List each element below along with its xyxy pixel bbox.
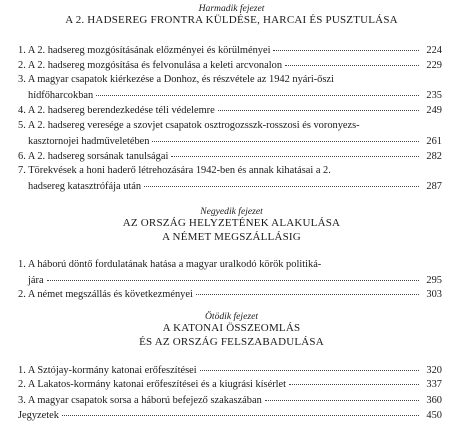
leader-dots xyxy=(218,102,419,111)
leader-dots xyxy=(273,42,419,51)
toc-entry[interactable] xyxy=(18,59,442,72)
toc-entry-text: 6. A 2. hadsereg sorsának tanulságai xyxy=(18,151,169,162)
toc-entry-text: 4. A 2. hadsereg berendezkedése téli védelemre xyxy=(18,105,215,116)
page-number: 303 xyxy=(426,289,442,300)
page-number: 224 xyxy=(426,45,442,56)
toc-entry-text: Jegyzetek xyxy=(18,410,59,421)
toc-entry-text: 2. A német megszállás és következményei xyxy=(18,289,193,300)
toc-entry[interactable] xyxy=(18,120,442,148)
leader-dots xyxy=(200,362,419,371)
leader-dots xyxy=(96,87,419,96)
page-number: 287 xyxy=(426,181,442,192)
toc-entry-text-cont: hadsereg katasztrófája után xyxy=(28,181,142,192)
toc-entry-text: 3. A magyar csapatok kiérkezése a Donhoz, és részvétele az 1942 nyári-őszi xyxy=(18,74,334,85)
leader-dots xyxy=(62,407,419,416)
toc-entry-text: 5. A 2. hadsereg veresége a szovjet csapatok osztrogozsszk-rosszosi és voronyezs- xyxy=(18,120,360,131)
page-number: 337 xyxy=(426,379,442,390)
chapter-heading xyxy=(0,206,463,244)
toc-entry-text-cont: jára xyxy=(28,275,44,286)
toc-entry[interactable] xyxy=(18,394,442,407)
page-number: 282 xyxy=(426,151,442,162)
page-number: 450 xyxy=(426,410,442,421)
toc-entry-text-cont: kasztornojei hadműveletében xyxy=(28,136,150,147)
chapter-heading xyxy=(0,3,463,28)
chapter-kicker: Negyedik fejezet xyxy=(200,206,263,217)
chapter-kicker: Harmadik fejezet xyxy=(198,3,265,14)
leader-dots xyxy=(285,57,419,66)
toc-entry[interactable] xyxy=(18,288,442,301)
chapter-heading xyxy=(0,311,463,349)
toc-entry[interactable] xyxy=(18,409,442,422)
page-number: 235 xyxy=(426,90,442,101)
leader-dots xyxy=(196,286,419,295)
leader-dots xyxy=(265,392,419,401)
chapter-title: AZ ORSZÁG HELYZETÉNEK ALAKULÁSA xyxy=(122,217,341,229)
toc-entry-text: 2. A Lakatos-kormány katonai erőfeszítései és a kiugrási kísérlet xyxy=(18,379,287,390)
toc-entry-text-cont: hídfőharcokban xyxy=(28,90,94,101)
page-number: 320 xyxy=(426,365,442,376)
toc-entry[interactable] xyxy=(18,378,442,391)
chapter-kicker: Ötödik fejezet xyxy=(204,311,258,322)
chapter-title: A NÉMET MEGSZÁLLÁSIG xyxy=(162,230,301,243)
toc-entry-text: 1. A háború döntő fordulatának hatása a magyar uralkodó körök politiká- xyxy=(18,259,322,270)
leader-dots xyxy=(289,376,419,385)
page-number: 229 xyxy=(426,60,442,71)
leader-dots xyxy=(171,148,419,157)
toc-entry[interactable] xyxy=(18,259,442,287)
toc-entry-text: 1. A 2. hadsereg mozgósításának előzményei és körülményei xyxy=(18,45,271,56)
page-number: 295 xyxy=(426,275,442,286)
page-number: 360 xyxy=(426,395,442,406)
toc-entry[interactable] xyxy=(18,74,442,102)
toc-entry-text: 7. Törekvések a honi haderő létrehozására 1942-ben és annak kihatásai a 2. xyxy=(18,165,331,176)
toc-entry-text: 1. A Sztójay-kormány katonai erőfeszítései xyxy=(18,365,197,376)
toc-entry[interactable] xyxy=(18,165,442,193)
toc-entry-text: 2. A 2. hadsereg mozgósítása és felvonulása a keleti arcvonalon xyxy=(18,60,283,71)
page-number: 261 xyxy=(426,136,442,147)
toc-entry[interactable] xyxy=(18,150,442,163)
toc-entry[interactable] xyxy=(18,44,442,57)
leader-dots xyxy=(47,272,419,281)
page-number: 249 xyxy=(426,105,442,116)
leader-dots xyxy=(144,178,419,187)
toc-entry[interactable] xyxy=(18,104,442,117)
leader-dots xyxy=(152,133,419,142)
toc-entry-text: 3. A magyar csapatok sorsa a háború befejező szakaszában xyxy=(18,395,262,406)
chapter-title: A 2. HADSEREG FRONTRA KÜLDÉSE, HARCAI ÉS PUSZTULÁSA xyxy=(65,14,398,26)
chapter-title: ÉS AZ ORSZÁG FELSZABADULÁSA xyxy=(139,335,324,348)
chapter-title: A KATONAI ÖSSZEOMLÁS xyxy=(162,322,301,334)
